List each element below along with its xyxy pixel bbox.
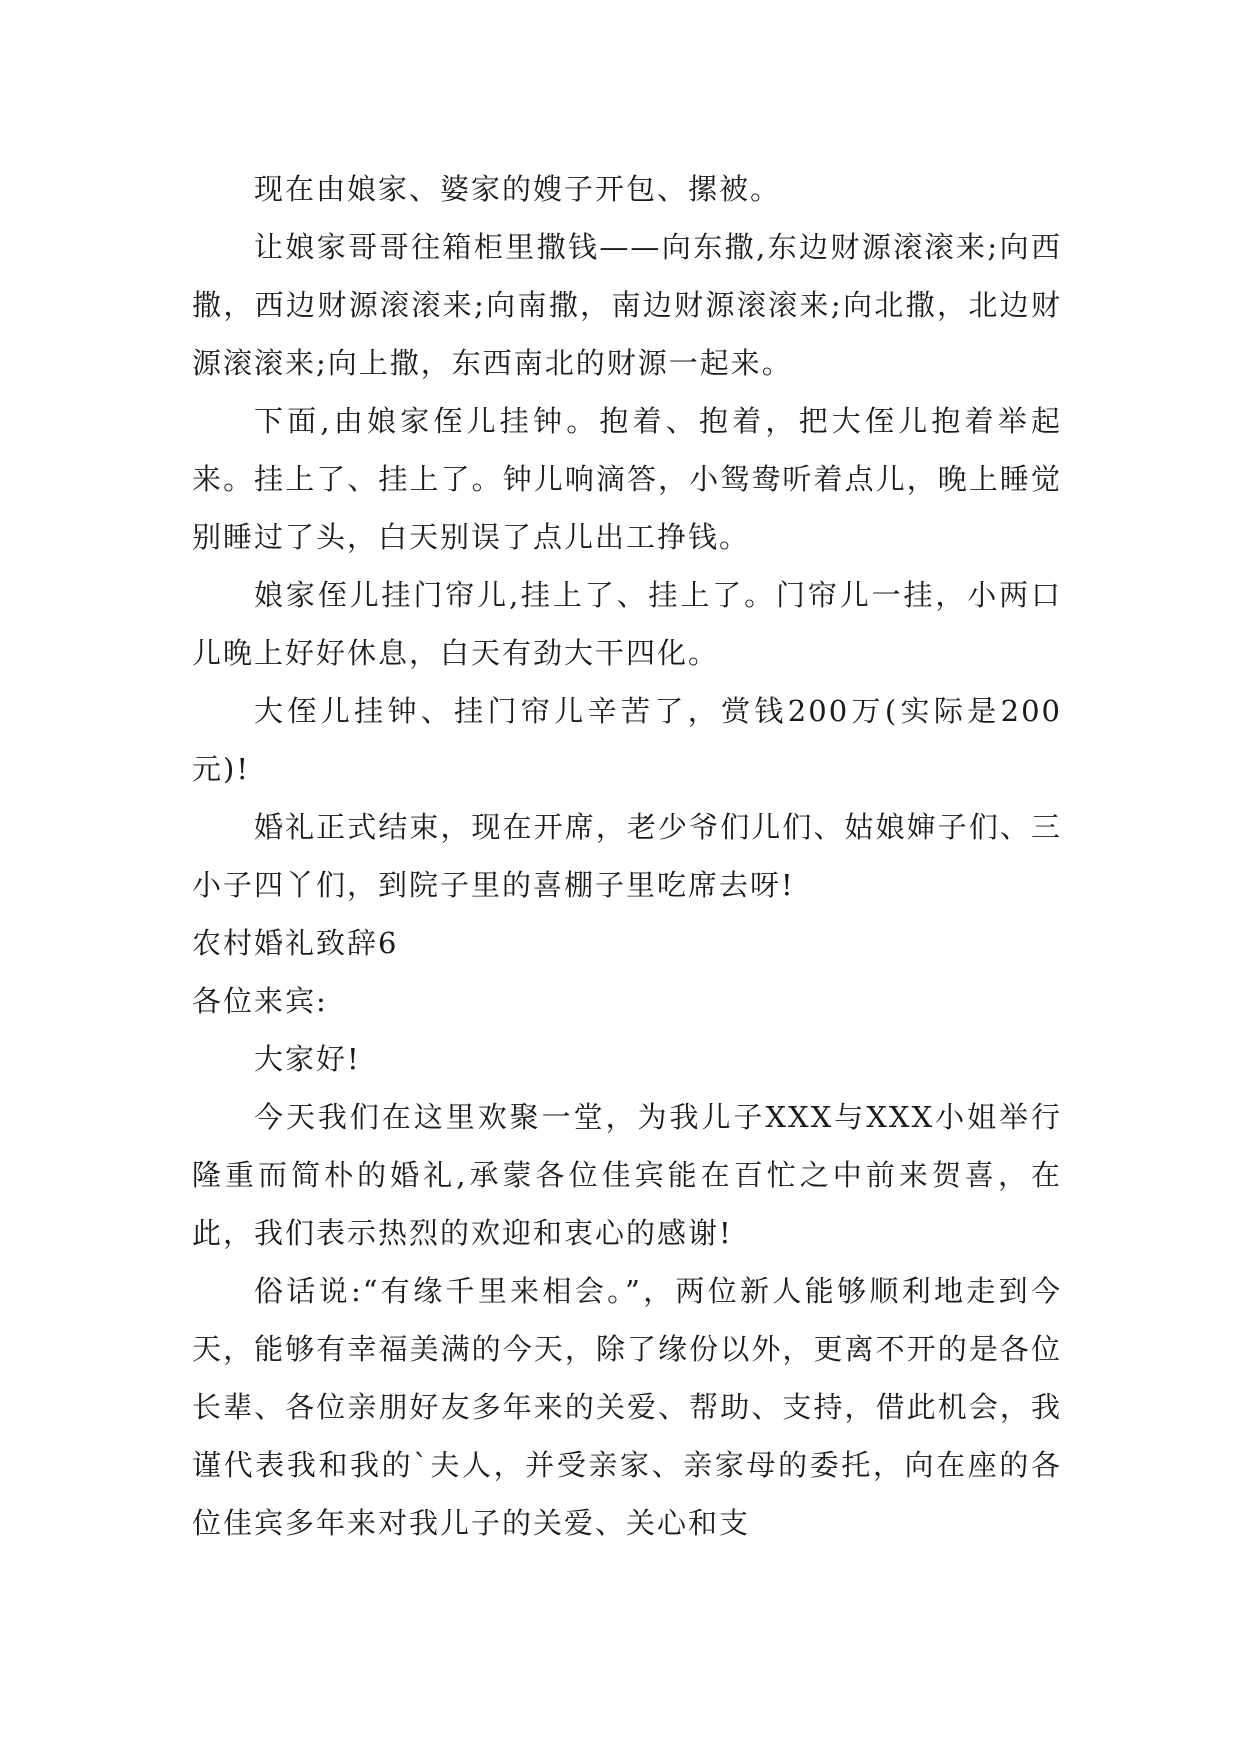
section-heading: 农村婚礼致辞6	[192, 926, 399, 960]
greeting: 大家好!	[254, 1042, 361, 1076]
paragraph-welcome: 今天我们在这里欢聚一堂，为我儿子XXX与XXX小姐举行隆重而简朴的婚礼,承蒙各位佳宾能在百忙之中前来贺喜，在此，我们表示热烈的欢迎和衷心的感谢!	[192, 1100, 1062, 1250]
salutation: 各位来宾:	[192, 984, 328, 1018]
paragraph-thanks: 俗话说:“有缘千里来相会。”，两位新人能够顺利地走到今天，能够有幸福美满的今天，除了缘份以外，更离不开的是各位长辈、各位亲朋好友多年来的关爱、帮助、支持，借此机会，我谨代表我和我的`夫人，并受亲家、亲家母的委托，向在座的各位佳宾多年来对我儿子的关爱、关心和支	[192, 1274, 1062, 1540]
paragraph-reward: 大侄儿挂钟、挂门帘儿辛苦了，赏钱200万(实际是200元)!	[192, 694, 1062, 786]
paragraph-ceremony-end: 婚礼正式结束，现在开席，老少爷们儿们、姑娘婶子们、三小子四丫们，到院子里的喜棚子里吃席去呀!	[192, 810, 1062, 902]
paragraph-scatter-money: 让娘家哥哥往箱柜里撒钱——向东撒,东边财源滚滚来;向西撒，西边财源滚滚来;向南撒，南边财源滚滚来;向北撒，北边财源滚滚来;向上撒，东西南北的财源一起来。	[192, 230, 1062, 380]
paragraph-open-bundle: 现在由娘家、婆家的嫂子开包、摞被。	[254, 172, 782, 206]
paragraph-hang-clock: 下面,由娘家侄儿挂钟。抱着、抱着，把大侄儿抱着举起来。挂上了、挂上了。钟儿响滴答，小鸳鸯听着点儿，晚上睡觉别睡过了头，白天别误了点儿出工挣钱。	[192, 404, 1062, 554]
document-page	[192, 160, 1062, 1552]
paragraph-hang-curtain: 娘家侄儿挂门帘儿,挂上了、挂上了。门帘儿一挂，小两口儿晚上好好休息，白天有劲大干四化。	[192, 578, 1062, 670]
